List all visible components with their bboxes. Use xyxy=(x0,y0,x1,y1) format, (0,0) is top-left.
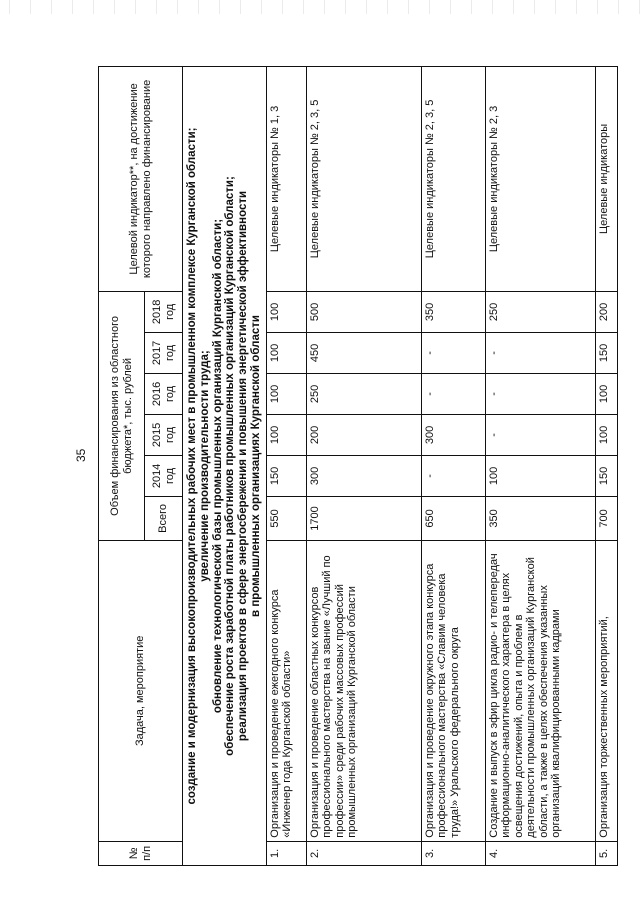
band-line: увеличение производительности труда; xyxy=(198,350,211,582)
row-y2017: 450 xyxy=(306,332,421,373)
row-y2016: 250 xyxy=(306,373,421,414)
row-y2017: - xyxy=(421,332,485,373)
row-y2017: - xyxy=(485,332,595,373)
row-y2015: 100 xyxy=(266,414,306,455)
row-num: 1. xyxy=(266,841,306,865)
row-y2015: 100 xyxy=(595,414,617,455)
row-y2016: 100 xyxy=(595,373,617,414)
row-task: Организация торжественных мероприятий, xyxy=(595,540,617,841)
row-y2018: 250 xyxy=(485,291,595,332)
header-year: 2018 год xyxy=(145,291,183,332)
row-y2018: 500 xyxy=(306,291,421,332)
row-y2014: 150 xyxy=(595,455,617,496)
row-task: Создание и выпуск в эфир цикла радио- и телепередач информационно-аналитического характера в целях освещения достижений, опыта и проблем в деятельности промышленных организаций Курганской области, а также в целях обеспечения указанных организаций квалифицированными кадрами xyxy=(485,540,595,841)
row-y2017: 100 xyxy=(266,332,306,373)
row-total: 350 xyxy=(485,496,595,540)
row-y2016: 100 xyxy=(266,373,306,414)
row-y2016: - xyxy=(421,373,485,414)
row-indicator: Целевые индикаторы № 1, 3 xyxy=(266,67,306,292)
table-row xyxy=(266,67,306,866)
row-y2018: 350 xyxy=(421,291,485,332)
page-number: 35 xyxy=(74,448,88,462)
header-indicator: Целевой индикатор**, на достижение которого направлено финансирование xyxy=(99,67,183,292)
header-year: 2017 год xyxy=(145,332,183,373)
row-task: Организация и проведение ежегодного конкурса «Инженер года Курганской области» xyxy=(266,540,306,841)
row-task: Организация и проведение областных конкурсов профессионального мастерства на звание «Лучший по профессии» среди рабочих массовых профессий промышленных организаций Курганской области xyxy=(306,540,421,841)
band-line: обеспечение роста заработной платы работников промышленных организаций Курганской области; xyxy=(224,176,237,756)
band-line: создание и модернизация высокопроизводительных рабочих мест в промышленном комплексе Курганской области; xyxy=(186,127,198,805)
band-line: в промышленных организациях Курганской области xyxy=(249,315,262,617)
row-y2014: 100 xyxy=(485,455,595,496)
rotated-document xyxy=(98,66,610,866)
table-row xyxy=(485,67,595,866)
scan-artifact xyxy=(0,0,640,14)
table-row xyxy=(595,67,617,866)
row-indicator: Целевые индикаторы xyxy=(595,67,617,292)
band-line: реализация проектов в сфере энергосбережения и повышения энергетической эффективности xyxy=(237,190,250,742)
header-num: № п/п xyxy=(99,841,183,865)
header-year: 2014 год xyxy=(145,455,183,496)
row-num: 4. xyxy=(485,841,595,865)
row-indicator: Целевые индикаторы № 2, 3, 5 xyxy=(421,67,485,292)
row-y2018: 100 xyxy=(266,291,306,332)
row-y2014: 150 xyxy=(266,455,306,496)
row-y2018: 200 xyxy=(595,291,617,332)
band-line: обновление технологической базы промышленных организаций Курганской области; xyxy=(211,218,224,714)
row-num: 5. xyxy=(595,841,617,865)
objectives-band xyxy=(183,67,267,866)
row-task: Организация и проведение окружного этапа конкурса профессионального мастерства «Славим человека труда!» Уральского федерального округа xyxy=(421,540,485,841)
header-year: 2016 год xyxy=(145,373,183,414)
row-num: 3. xyxy=(421,841,485,865)
program-table xyxy=(98,66,618,866)
row-total: 700 xyxy=(595,496,617,540)
row-y2015: - xyxy=(485,414,595,455)
row-y2015: 200 xyxy=(306,414,421,455)
row-y2017: 150 xyxy=(595,332,617,373)
header-task: Задача, мероприятие xyxy=(99,540,183,841)
row-y2014: 300 xyxy=(306,455,421,496)
row-num: 2. xyxy=(306,841,421,865)
header-year: 2015 год xyxy=(145,414,183,455)
row-total: 1700 xyxy=(306,496,421,540)
row-total: 550 xyxy=(266,496,306,540)
row-y2014: - xyxy=(421,455,485,496)
row-indicator: Целевые индикаторы № 2, 3, 5 xyxy=(306,67,421,292)
header-total: Всего xyxy=(145,496,183,540)
row-total: 650 xyxy=(421,496,485,540)
row-indicator: Целевые индикаторы № 2, 3 xyxy=(485,67,595,292)
table-row xyxy=(306,67,421,866)
row-y2015: 300 xyxy=(421,414,485,455)
table-row xyxy=(421,67,485,866)
header-funding: Объем финансирования из областного бюджета*, тыс. рублей xyxy=(99,291,145,540)
row-y2016: - xyxy=(485,373,595,414)
